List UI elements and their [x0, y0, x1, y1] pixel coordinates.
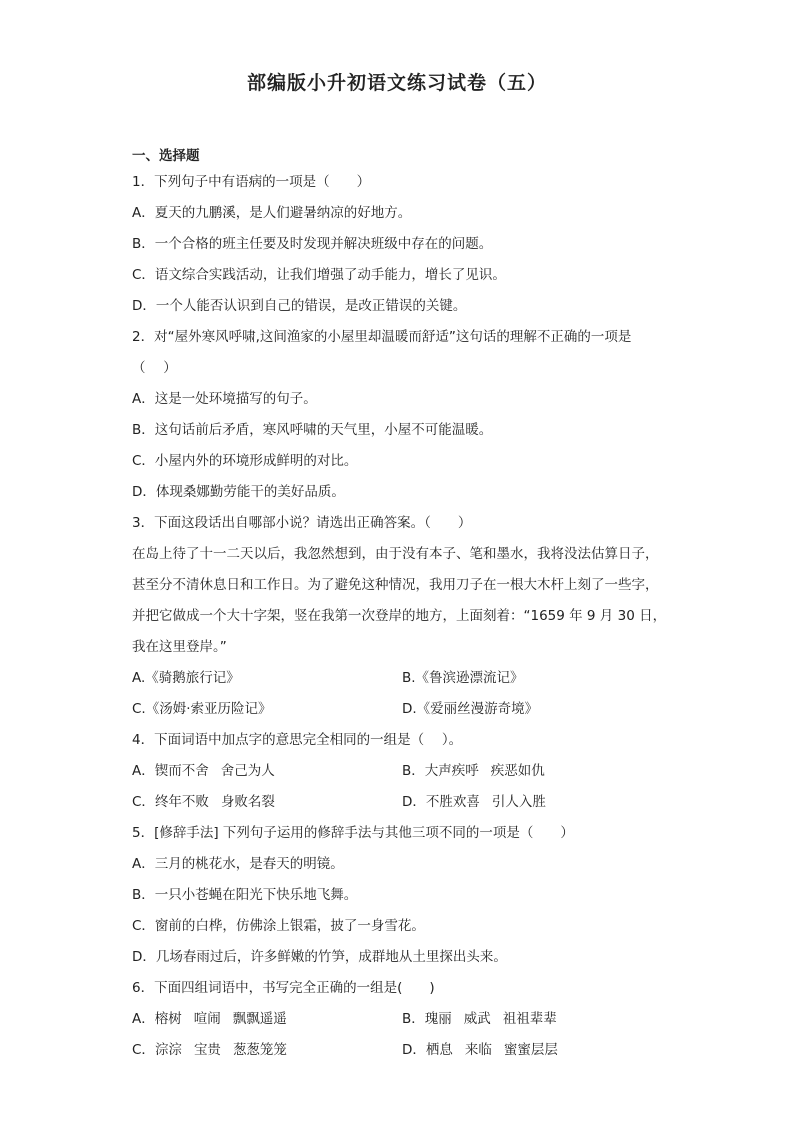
page-title: 部编版小升初语文练习试卷（五） — [246, 72, 547, 94]
option-word: 飘飘遥遥 — [232, 1011, 287, 1027]
question-6-option-d — [402, 1035, 672, 1066]
question-4-options-row — [132, 756, 672, 787]
section-heading: 一、选择题 — [132, 148, 200, 164]
option-word: 来临 — [464, 1042, 492, 1058]
question-3-passage-line: 在岛上待了十一二天以后，我忽然想到，由于没有本子、笔和墨水，我将没法估算日子， — [132, 546, 659, 562]
question-5-stem: 5．[修辞手法] 下列句子运用的修辞手法与其他三项不同的一项是（ ） — [132, 825, 574, 841]
question-3-passage-line: 甚至分不清休息日和工作日。为了避免这种情况，我用刀子在一根大木杆上刻了一些字， — [132, 577, 659, 593]
option-word: 锲而不舍 — [154, 763, 209, 779]
question-3-option-a: A.《骑鹅旅行记》 — [132, 670, 240, 686]
option-word: 大声疾呼 — [424, 763, 479, 779]
option-word: 栖息 — [425, 1042, 453, 1058]
option-label: D． — [402, 794, 426, 810]
question-1-option-b: B．一个合格的班主任要及时发现并解决班级中存在的问题。 — [132, 236, 493, 252]
question-3-passage-line: 并把它做成一个大十字架，竖在我第一次登岸的地方，上面刻着：“1659 年 9 月 30 日， — [132, 608, 667, 624]
question-3-option-b: B.《鲁滨逊漂流记》 — [402, 670, 524, 686]
option-word: 葱葱笼笼 — [232, 1042, 287, 1058]
option-word: 不胜欢喜 — [425, 794, 480, 810]
option-word: 疾恶如仇 — [490, 763, 545, 779]
question-3-stem: 3．下面这段话出自哪部小说？请选出正确答案。（ ） — [132, 515, 472, 531]
option-label: D． — [402, 1042, 426, 1058]
option-word: 威武 — [463, 1011, 491, 1027]
option-word: 瑰丽 — [424, 1011, 452, 1027]
question-3-options-row — [132, 694, 672, 725]
question-2-option-b: B．这句话前后矛盾，寒风呼啸的天气里，小屋不可能温暖。 — [132, 422, 493, 438]
option-label: A． — [132, 1011, 155, 1027]
option-label: C． — [132, 1042, 155, 1058]
question-4-options-row — [132, 787, 672, 818]
option-word: 蜜蜜层层 — [503, 1042, 558, 1058]
question-6-options-row — [132, 1004, 672, 1035]
option-word: 宝贵 — [193, 1042, 221, 1058]
question-4-option-d — [402, 787, 672, 818]
question-4-stem: 4．下面词语中加点字的意思完全相同的一组是（ ）。 — [132, 732, 463, 748]
question-6-option-b — [402, 1004, 672, 1035]
question-4-option-b — [402, 756, 672, 787]
option-label: C． — [132, 794, 155, 810]
question-2-option-d: D．体现桑娜勤劳能干的美好品质。 — [132, 484, 345, 500]
option-word: 引人入胜 — [491, 794, 546, 810]
question-6-options-row — [132, 1035, 672, 1066]
question-1-stem: 1．下列句子中有语病的一项是（ ） — [132, 174, 371, 190]
option-word: 榕树 — [154, 1011, 182, 1027]
question-3-option-c: C.《汤姆·索亚历险记》 — [132, 701, 272, 717]
option-label: B． — [402, 763, 425, 779]
question-6-option-c — [132, 1035, 402, 1066]
question-3-options-row — [132, 663, 672, 694]
question-3-option-d: D.《爱丽丝漫游奇境》 — [402, 701, 539, 717]
question-1-option-a: A．夏天的九鹏溪，是人们避暑纳凉的好地方。 — [132, 205, 412, 221]
option-word: 身败名裂 — [220, 794, 275, 810]
option-word: 喧闹 — [193, 1011, 221, 1027]
question-2-option-a: A．这是一处环境描写的句子。 — [132, 391, 317, 407]
option-label: A． — [132, 763, 155, 779]
question-4-option-a — [132, 756, 402, 787]
question-2-stem: 2．对“屋外寒风呼啸,这间渔家的小屋里却温暖而舒适”这句话的理解不正确的一项是 — [132, 329, 632, 345]
option-word: 终年不败 — [154, 794, 209, 810]
question-3-passage-line: 我在这里登岸。” — [132, 639, 227, 655]
question-6-stem: 6．下面四组词语中，书写完全正确的一组是( ) — [132, 980, 435, 996]
question-1-option-d: D．一个人能否认识到自己的错误，是改正错误的关键。 — [132, 298, 467, 314]
option-word: 祖祖辈辈 — [502, 1011, 557, 1027]
exam-content — [132, 145, 672, 1066]
question-2-stem-continued: （ ） — [132, 360, 177, 376]
option-label: B． — [402, 1011, 425, 1027]
question-5-option-d: D．几场春雨过后，许多鲜嫩的竹笋，成群地从土里探出头来。 — [132, 949, 507, 965]
question-1-option-c: C．语文综合实践活动，让我们增强了动手能力，增长了见识。 — [132, 267, 506, 283]
option-word: 淙淙 — [154, 1042, 182, 1058]
question-6-option-a — [132, 1004, 402, 1035]
question-5-option-c: C．窗前的白桦，仿佛涂上银霜，披了一身雪花。 — [132, 918, 425, 934]
question-2-option-c: C．小屋内外的环境形成鲜明的对比。 — [132, 453, 358, 469]
question-5-option-b: B．一只小苍蝇在阳光下快乐地飞舞。 — [132, 887, 358, 903]
question-4-option-c — [132, 787, 402, 818]
question-5-option-a: A．三月的桃花水，是春天的明镜。 — [132, 856, 344, 872]
option-word: 舍己为人 — [220, 763, 275, 779]
